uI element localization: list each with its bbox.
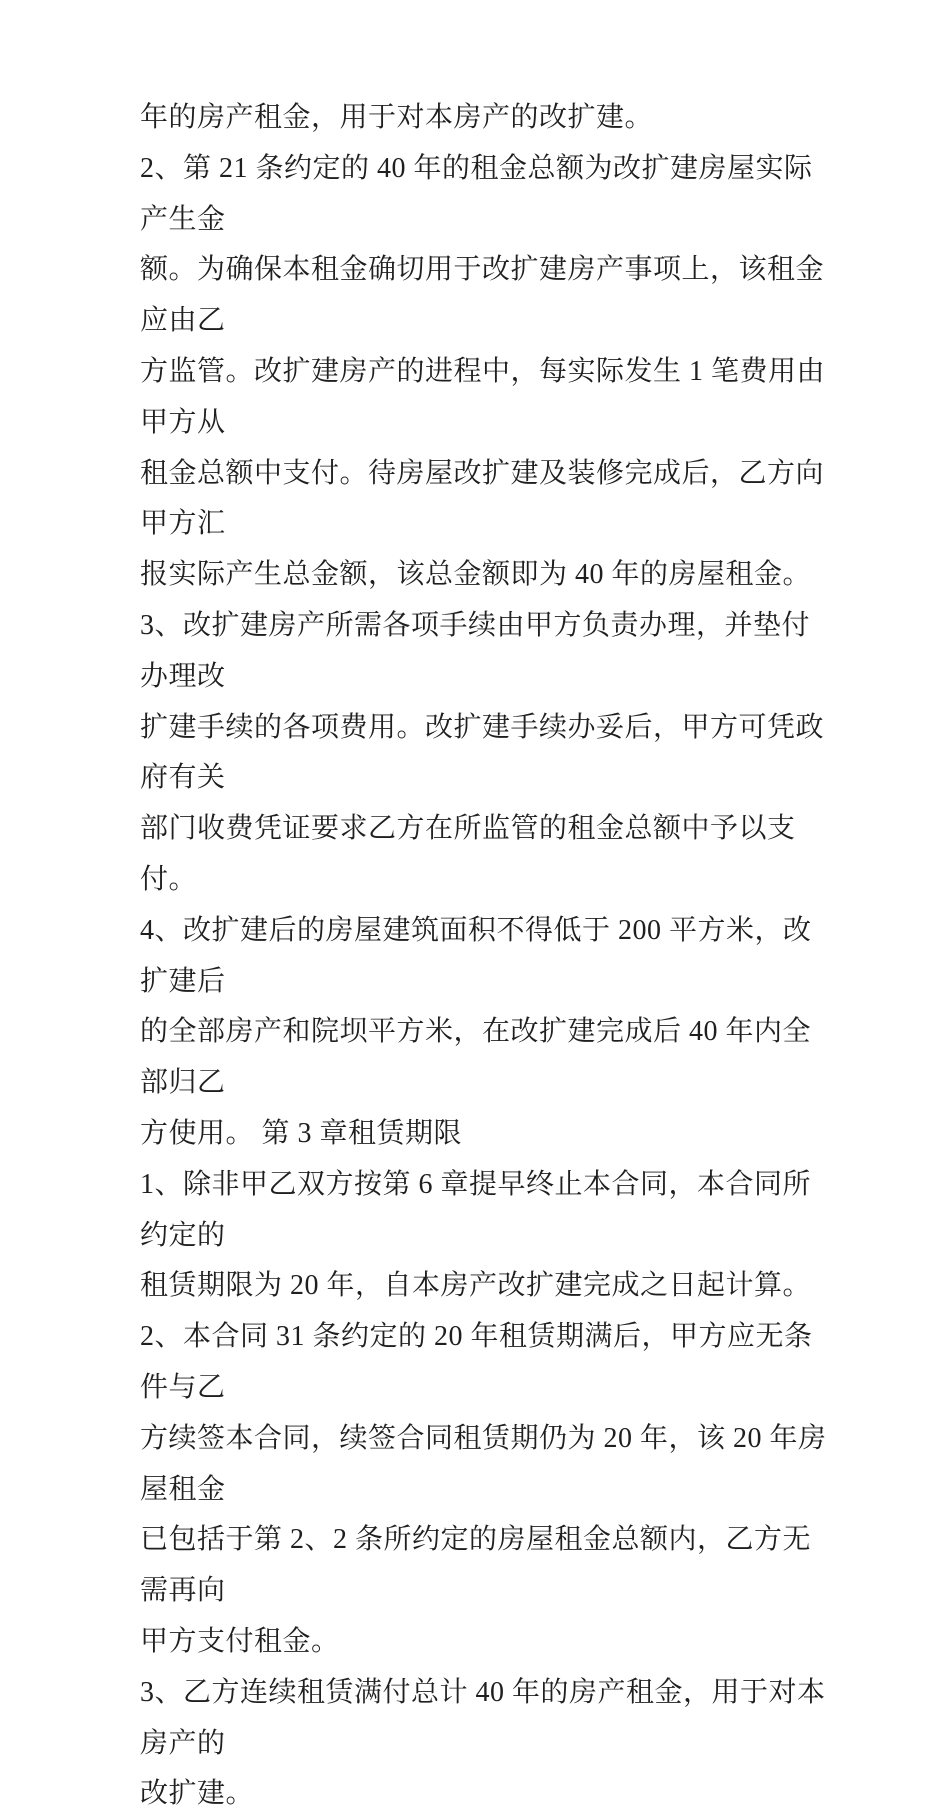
text-line: 方使用。 第 3 章租赁期限 xyxy=(140,1117,463,1149)
text-line: 部门收费凭证要求乙方在所监管的租金总额中予以支付。 xyxy=(140,813,796,895)
text-line: 3、乙方连续租赁满付总计 40 年的房产租金，用于对本房产的 xyxy=(140,1676,826,1759)
text-line: 4、改扩建后的房屋建筑面积不得低于 200 平方米，改扩建后 xyxy=(140,914,812,997)
text-line: 方监管。改扩建房产的进程中，每实际发生 1 笔费用由甲方从 xyxy=(140,355,826,438)
text-line: 扩建手续的各项费用。改扩建手续办妥后，甲方可凭政府有关 xyxy=(140,711,825,794)
text-line: 租金总额中支付。待房屋改扩建及装修完成后，乙方向甲方汇 xyxy=(140,457,825,540)
text-line: 的全部房产和院坝平方米，在改扩建完成后 40 年内全部归乙 xyxy=(140,1016,812,1099)
text-line: 报实际产生总金额，该总金额即为 40 年的房屋租金。 xyxy=(140,559,812,591)
text-line: 年的房产租金，用于对本房产的改扩建。 xyxy=(140,102,654,133)
text-line: 1、除非甲乙双方按第 6 章提早终止本合同，本合同所约定的 xyxy=(140,1168,812,1251)
text-line: 租赁期限为 20 年，自本房产改扩建完成之日起计算。 xyxy=(140,1270,812,1302)
text-line: 甲方支付租金。 xyxy=(140,1625,340,1657)
text-line: 3、改扩建房产所需各项手续由甲方负责办理，并垫付办理改 xyxy=(140,609,811,692)
text-line: 2、本合同 31 条约定的 20 年租赁期满后，甲方应无条件与乙 xyxy=(140,1321,813,1403)
text-line: 2、第 21 条约定的 40 年的租金总额为改扩建房屋实际产生金 xyxy=(140,152,813,235)
text-line: 额。为确保本租金确切用于改扩建房产事项上，该租金应由乙 xyxy=(140,254,825,337)
text-line: 改扩建。 xyxy=(140,1778,255,1810)
text-line: 已包括于第 2、2 条所约定的房屋租金总额内，乙方无需再向 xyxy=(140,1524,812,1607)
text-line: 方续签本合同，续签合同租赁期仍为 20 年，该 20 年房屋租金 xyxy=(140,1422,827,1505)
document-body xyxy=(140,93,830,1820)
